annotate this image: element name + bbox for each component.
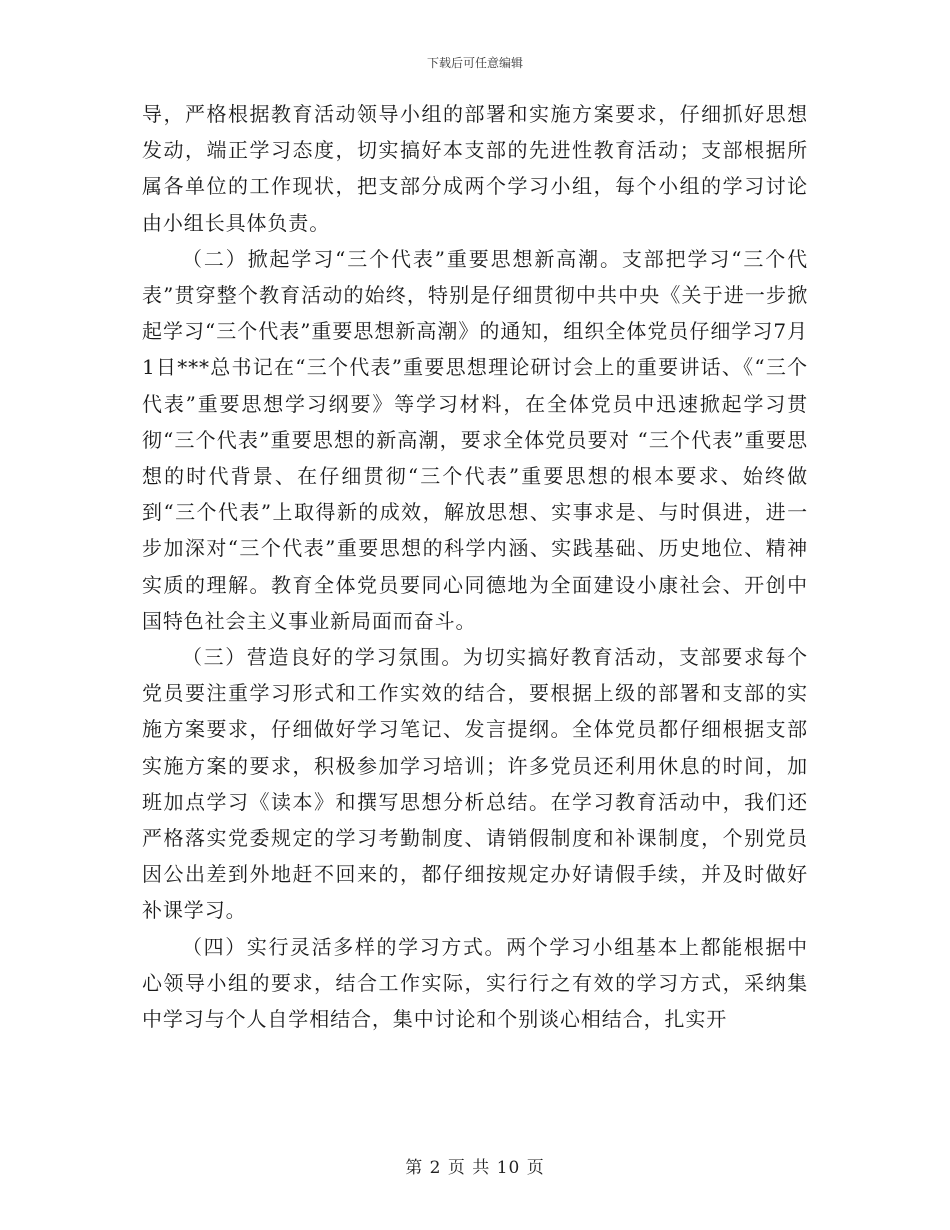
document-body xyxy=(142,96,808,1037)
paragraph-section-3: （三）营造良好的学习氛围。为切实搞好教育活动，支部要求每个党员要注重学习形式和工作实效的结合，要根据上级的部署和支部的实施方案要求，仔细做好学习笔记、发言提纲。全体党员都仔细根据支部实施方案的要求，积极参加学习培训；许多党员还利用休息的时间，加班加点学习《读本》和撰写思想分析总结。在学习教育活动中，我们还严格落实党委规定的学习考勤制度、请销假制度和补课制度，个别党员因公出差到外地赶不回来的，都仔细按规定办好请假手续，并及时做好补课学习。 xyxy=(142,645,808,923)
page-number-footer: 第 2 页 共 10 页 xyxy=(405,1158,545,1178)
paragraph-continuation: 导，严格根据教育活动领导小组的部署和实施方案要求，仔细抓好思想发动，端正学习态度，切实搞好本支部的先进性教育活动；支部根据所属各单位的工作现状，把支部分成两个学习小组，每个小组的学习讨论由小组长具体负责。 xyxy=(142,102,808,235)
paragraph-section-2: （二）掀起学习“三个代表”重要思想新高潮。支部把学习“三个代表”贯穿整个教育活动的始终，特别是仔细贯彻中共中央《关于进一步掀起学习“三个代表”重要思想新高潮》的通知，组织全体党员仔细学习7月1日***总书记在“三个代表”重要思想理论研讨会上的重要讲话、《“三个代表”重要思想学习纲要》等学习材料，在全体党员中迅速掀起学习贯彻“三个代表”重要思想的新高潮，要求全体党员要对 “三个代表”重要思想的时代背景、在仔细贯彻“三个代表”重要思想的根本要求、始终做到“三个代表”上取得新的成效，解放思想、实事求是、与时俱进，进一步加深对“三个代表”重要思想的科学内涵、实践基础、历史地位、精神实质的理解。教育全体党员要同心同德地为全面建设小康社会、开创中国特色社会主义事业新局面而奋斗。 xyxy=(142,246,808,633)
header-edit-note: 下载后可任意编辑 xyxy=(426,56,523,70)
paragraph-section-4: （四）实行灵活多样的学习方式。两个学习小组基本上都能根据中心领导小组的要求，结合工作实际，实行行之有效的学习方式，采纳集中学习与个人自学相结合，集中讨论和个别谈心相结合，扎实开 xyxy=(142,934,808,1032)
